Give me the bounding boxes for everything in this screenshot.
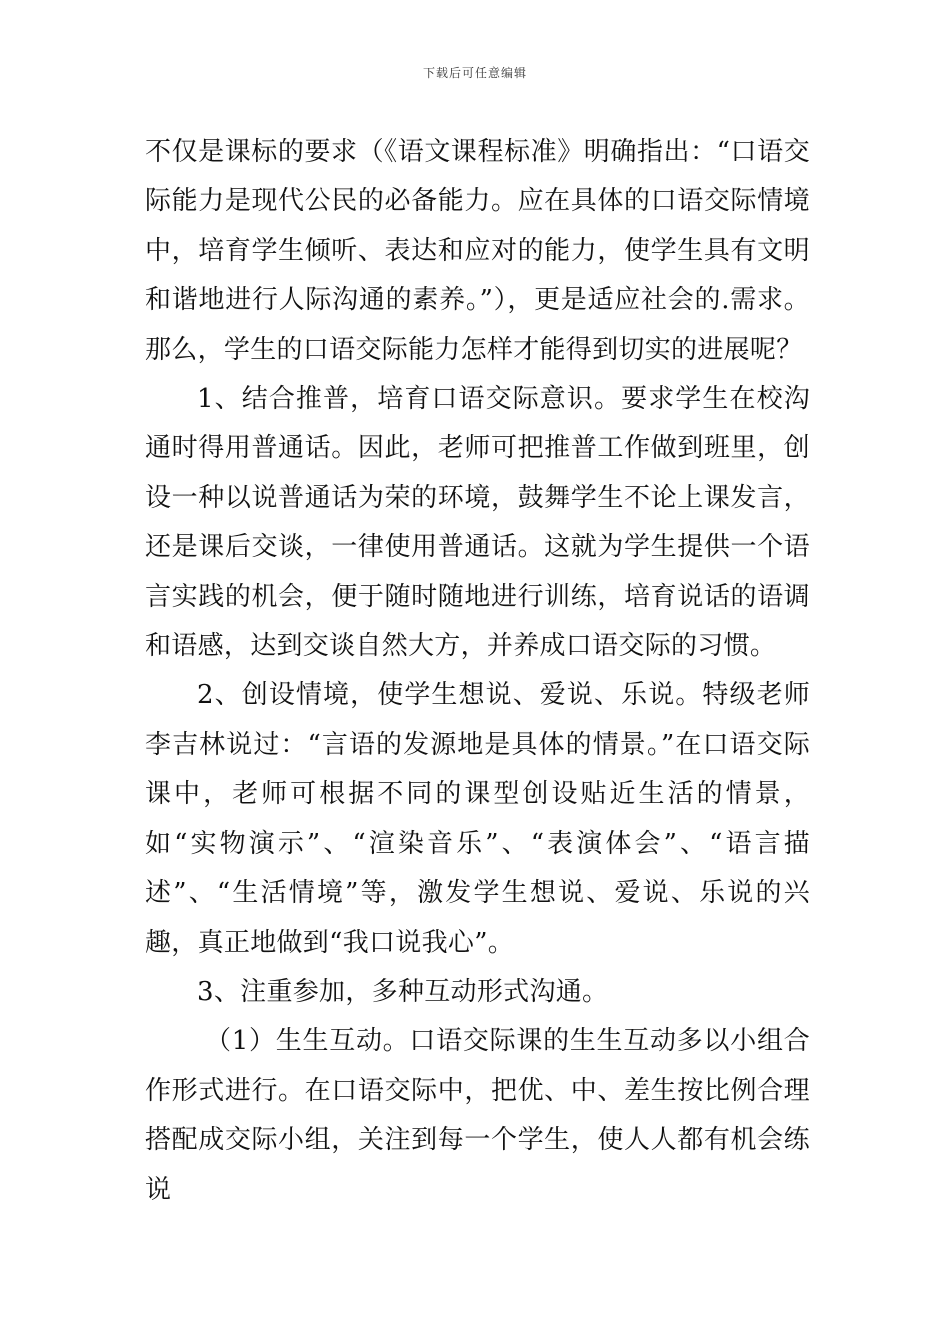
page-header: 下载后可任意编辑 (422, 66, 527, 80)
document-body (145, 128, 810, 1215)
paragraph-point-2: 2、创设情境，使学生想说、爱说、乐说。特级老师李吉林说过：“言语的发源地是具体的情景。”在口语交际课中，老师可根据不同的课型创设贴近生活的情景，如“实物演示”、“渲染音乐”、“表演体会”、“语言描述”、“生活情境”等，激发学生想说、爱说、乐说的兴趣，真正地做到“我口说我心”。 (145, 680, 810, 958)
paragraph-point-3: 3、注重参加，多种互动形式沟通。 (197, 976, 609, 1007)
paragraph-point-1: 1、结合推普，培育口语交际意识。要求学生在校沟通时得用普通话。因此，老师可把推普工作做到班里，创设一种以说普通话为荣的环境，鼓舞学生不论上课发言，还是课后交谈，一律使用普通话。这就为学生提供一个语言实践的机会，便于随时随地进行训练，培育说话的语调和语感，达到交谈自然大方，并养成口语交际的习惯。 (145, 384, 810, 662)
paragraph-intro: 不仅是课标的要求（《语文课程标准》明确指出：“口语交际能力是现代公民的必备能力。应在具体的口语交际情境中，培育学生倾听、表达和应对的能力，使学生具有文明和谐地进行人际沟通的素养。”），更是适应社会的.需求。那么，学生的口语交际能力怎样才能得到切实的进展呢？ (145, 137, 810, 365)
paragraph-subpoint-1: （1）生生互动。口语交际课的生生互动多以小组合作形式进行。在口语交际中，把优、中、差生按比例合理搭配成交际小组，关注到每一个学生，使人人都有机会练说 (145, 1026, 810, 1205)
